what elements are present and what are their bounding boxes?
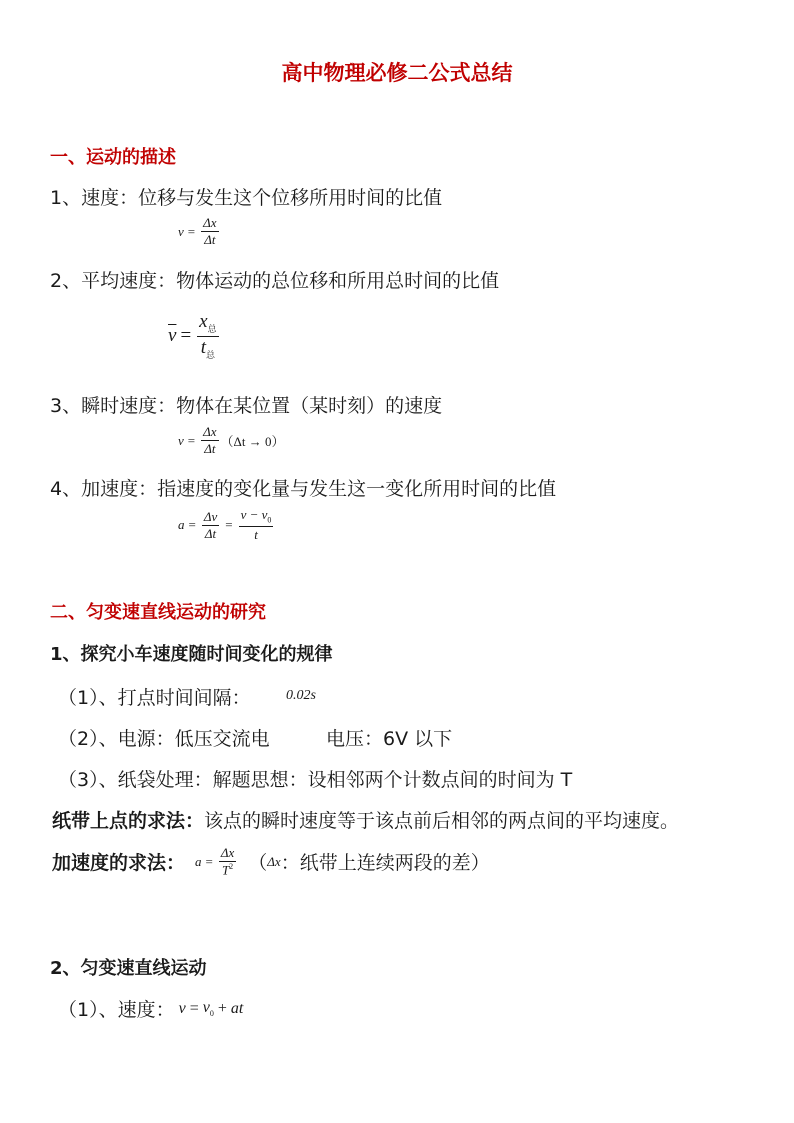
item-acceleration: 4、加速度：指速度的变化量与发生这一变化所用时间的比值	[50, 478, 557, 500]
formula-acceleration: a = $\frac{\Delta v}{\Delta t}$ = $\frac{v - v_0}{t}$	[178, 507, 272, 543]
accel-note-open: （	[248, 852, 268, 875]
section-heading-motion: 一、运动的描述	[50, 147, 176, 168]
subheading-uniform-motion: 2、匀变速直线运动	[50, 958, 207, 979]
velocity-label: （1）、速度：	[58, 999, 175, 1021]
power-voltage: 电压：6V 以下	[326, 728, 453, 750]
accel-note-var: Δx	[267, 853, 281, 869]
formula-uniform-velocity: v = $v_0$ + at	[178, 998, 244, 1019]
item-average-velocity: 2、平均速度：物体运动的总位移和所用总时间的比值	[50, 270, 500, 292]
accel-label: 加速度的求法：	[52, 852, 186, 875]
power-source: （2）、电源：低压交流电	[58, 728, 270, 750]
tape-point-method	[52, 806, 679, 833]
page-title: 高中物理必修二公式总结	[281, 61, 513, 85]
accel-method	[52, 846, 490, 878]
formula-velocity: v = $\frac{\Delta x}{\Delta t}$	[178, 215, 217, 248]
formula-instant-velocity: v = $\frac{\Delta x}{\Delta t}$ （Δt → 0）	[178, 424, 285, 457]
accel-note-text: ：纸带上连续两段的差）	[280, 852, 490, 875]
formula-instant-condition: （Δt → 0）	[220, 434, 285, 450]
section-heading-uniform: 二、匀变速直线运动的研究	[50, 602, 266, 623]
point-interval-value: 0.02s	[286, 688, 316, 703]
subheading-experiment: 1、探究小车速度随时间变化的规律	[50, 644, 333, 665]
tape-processing: （3）、纸袋处理：解题思想：设相邻两个计数点间的时间为 T	[58, 769, 573, 791]
point-interval-label: （1）、打点时间间隔：	[58, 687, 251, 709]
formula-average-velocity: $\overline{v}$ = $\frac{x_总}{t_总}$	[168, 311, 217, 360]
velocity-formula-line	[58, 995, 243, 1022]
tape-point-text: 该点的瞬时速度等于该点前后相邻的两点间的平均速度。	[204, 810, 680, 832]
tape-point-label: 纸带上点的求法：	[52, 810, 205, 832]
item-velocity: 1、速度：位移与发生这个位移所用时间的比值	[50, 187, 443, 209]
item-instant-velocity: 3、瞬时速度：物体在某位置（某时刻）的速度	[50, 395, 443, 417]
formula-tape-acceleration: a = $\frac{\Delta x}{T^2}$	[195, 845, 235, 878]
